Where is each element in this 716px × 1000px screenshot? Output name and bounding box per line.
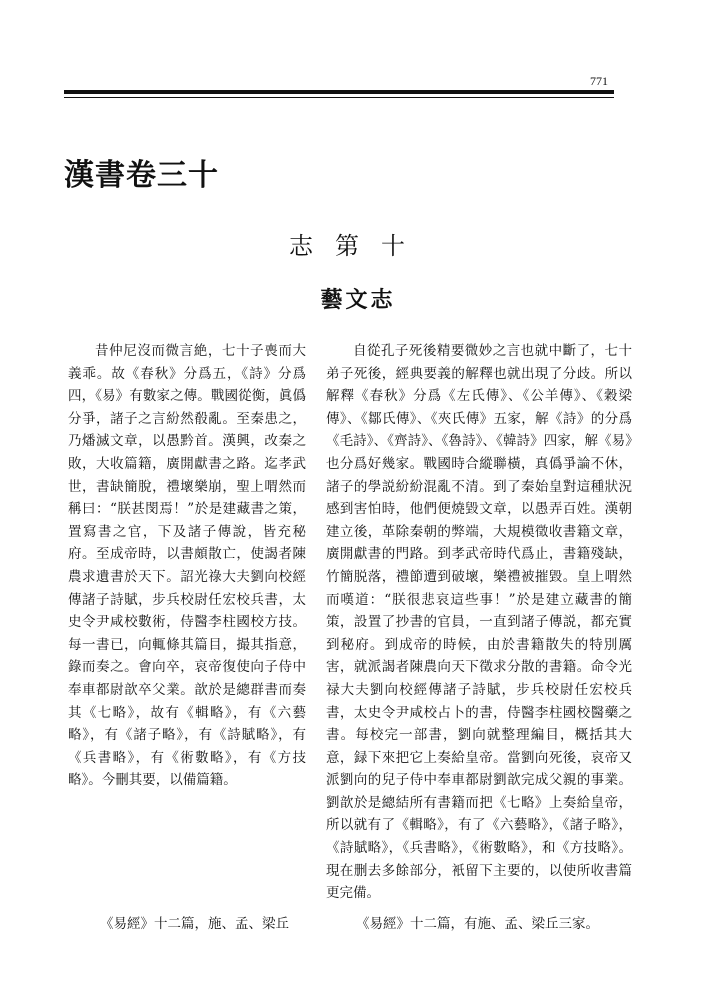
header-rule-thin [64,97,614,98]
original-text-column [68,340,306,792]
treatise-subtitle: 藝文志 [320,288,396,313]
header-rule-thick [64,90,614,94]
section-title: 志第十 [289,232,427,260]
entry-translation: 《易經》十二篇，有施、孟、梁丘三家。 [356,916,599,932]
original-paragraph: 昔仲尼沒而微言絶，七十子喪而大義乖。故《春秋》分爲五，《詩》分爲四，《易》有數家之傳。戰國從衡，眞僞分爭，諸子之言紛然殽亂。至秦患之，乃燔滅文章，以愚黔首。漢興，改秦之敗，大收篇籍，廣開獻書之路。迄孝武世，書缺簡脫，禮壞樂崩，聖上喟然而稱曰：“朕甚閔焉！”於是建藏書之策，置寫書之官，下及諸子傳說，皆充秘府。至成帝時，以書頗散亡，使謁者陳農求遺書於天下。詔光祿大夫劉向校經傳諸子詩賦，步兵校尉任宏校兵書，太史令尹咸校數術，侍醫李柱國校方技。每一書已，向輒條其篇目，撮其指意，錄而奏之。會向卒，哀帝復使向子侍中奉車都尉歆卒父業。歆於是總群書而奏其《七略》，故有《輯略》，有《六藝略》，有《諸子略》，有《詩賦略》，有《兵書略》，有《術數略》，有《方技略》。今刪其要，以備篇籍。 [68,343,306,789]
translation-column [326,340,632,905]
translation-paragraph: 自從孔子死後精要微妙之言也就中斷了，七十弟子死後，經典要義的解釋也就出現了分歧。所以解釋《春秋》分爲《左氏傳》、《公羊傳》、《穀梁傳》、《鄒氏傳》、《夾氏傳》五家，解《詩》的分爲《毛詩》、《齊詩》、《魯詩》、《韓詩》四家，解《易》也分爲好幾家。戰國時合縱聯橫，真僞爭論不休，諸子的學説紛紛混亂不清。到了秦始皇對這種狀況感到害怕時，他們便燒毀文章，以愚弄百姓。漢朝建立後，革除秦朝的弊端，大規模徵收書籍文章，廣開獻書的門路。到孝武帝時代爲止，書籍殘缺，竹簡脱落，禮節遭到破壞，樂禮被摧毀。皇上喟然而嘆道：“朕很悲哀這些事！”於是建立藏書的簡策，設置了抄書的官員，一直到諸子傳説，都充實到秘府。到成帝的時候，由於書籍散失的特別厲害，就派謁者陳農向天下徵求分散的書籍。命令光禄大夫劉向校經傳諸子詩賦，步兵校尉任宏校兵書，太史令尹咸校占卜的書，侍醫李柱國校醫藥之書。每校完一部書，劉向就整理編目，概括其大意，録下來把它上奏給皇帝。當劉向死後，哀帝又派劉向的兒子侍中奉車都尉劉歆完成父親的事業。劉歆於是總結所有書籍而把《七略》上奏給皇帝，所以就有了《輯略》，有了《六藝略》，《諸子略》，《詩賦略》，《兵書略》，《術數略》，和《方技略》。現在删去多餘部分，衹留下主要的，以使所收書篇更完備。 [326,343,632,902]
book-title: 漢書卷三十 [64,158,219,193]
page-number: 771 [590,74,608,88]
entry-original: 《易經》十二篇，施、孟、梁丘 [100,916,289,932]
